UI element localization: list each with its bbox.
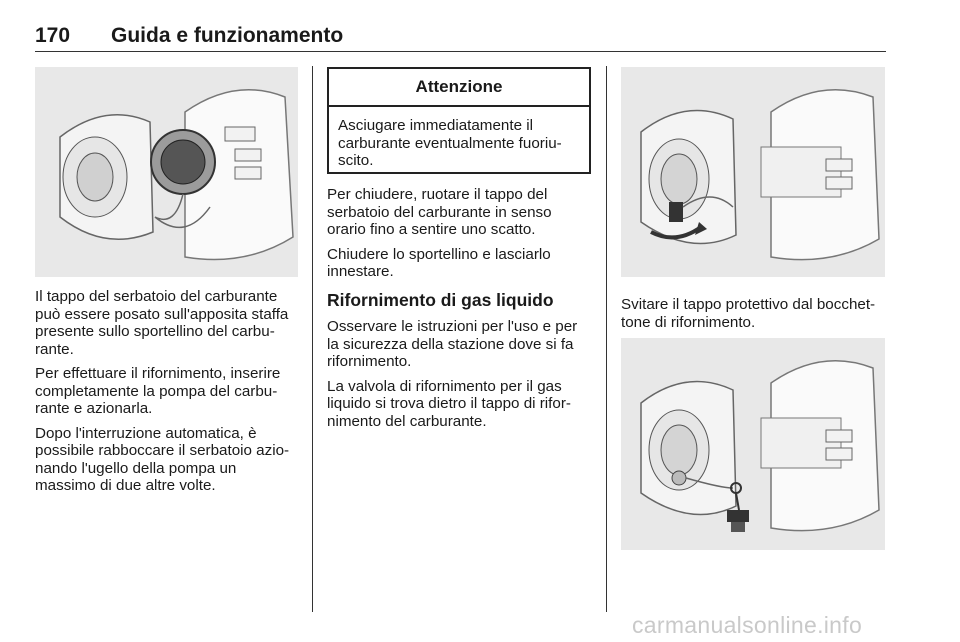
warning-title: Attenzione [329, 69, 589, 107]
section-title: Rifornimento di gas liquido [327, 289, 554, 310]
header-rule [35, 51, 886, 52]
warning-box [327, 67, 591, 174]
paragraph: Dopo l'interruzione automatica, è possibile rabboccare il serbatoio azio- nando l'ugello della pompa un massimo di due altre volte. [35, 424, 290, 494]
paragraph: La valvola di rifornimento per il gas liquido si trova dietro il tappo di rifor- nimento del carburante. [327, 377, 571, 430]
column-3-text [621, 296, 887, 338]
paragraph: Il tappo del serbatoio del carburante può essere posato sull'apposita staffa presente sullo sportellino del carbu- rante. [35, 288, 289, 358]
column-2-text [327, 186, 593, 437]
paragraph: Svitare il tappo protettivo dal bocchet- tone di rifornimento. [621, 296, 876, 331]
warning-text: Asciugare immediatamente il carburante eventualmente fuoriu- scito. [338, 117, 562, 169]
column-1-text [35, 288, 301, 502]
page-title: Guida e funzionamento [111, 24, 344, 47]
fuel-cap-illustration-3 [621, 338, 885, 550]
paragraph: Chiudere lo sportellino e lasciarlo innestare. [327, 245, 551, 280]
page-header [35, 24, 343, 48]
column-divider-1 [312, 66, 313, 612]
paragraph: Osservare le istruzioni per l'uso e per la sicurezza della stazione dove si fa rifornimento. [327, 318, 578, 370]
page-number: 170 [35, 24, 71, 47]
column-divider-2 [606, 66, 607, 612]
fuel-cap-illustration-2 [621, 67, 885, 277]
paragraph: Per effettuare il rifornimento, inserire completamente la pompa del carbu- rante e azionarla. [35, 365, 281, 417]
watermark: carmanualsonline.info [632, 612, 863, 638]
fuel-cap-illustration-1 [35, 67, 298, 277]
paragraph: Per chiudere, ruotare il tappo del serbatoio del carburante in senso orario fino a sentire uno scatto. [327, 186, 552, 238]
